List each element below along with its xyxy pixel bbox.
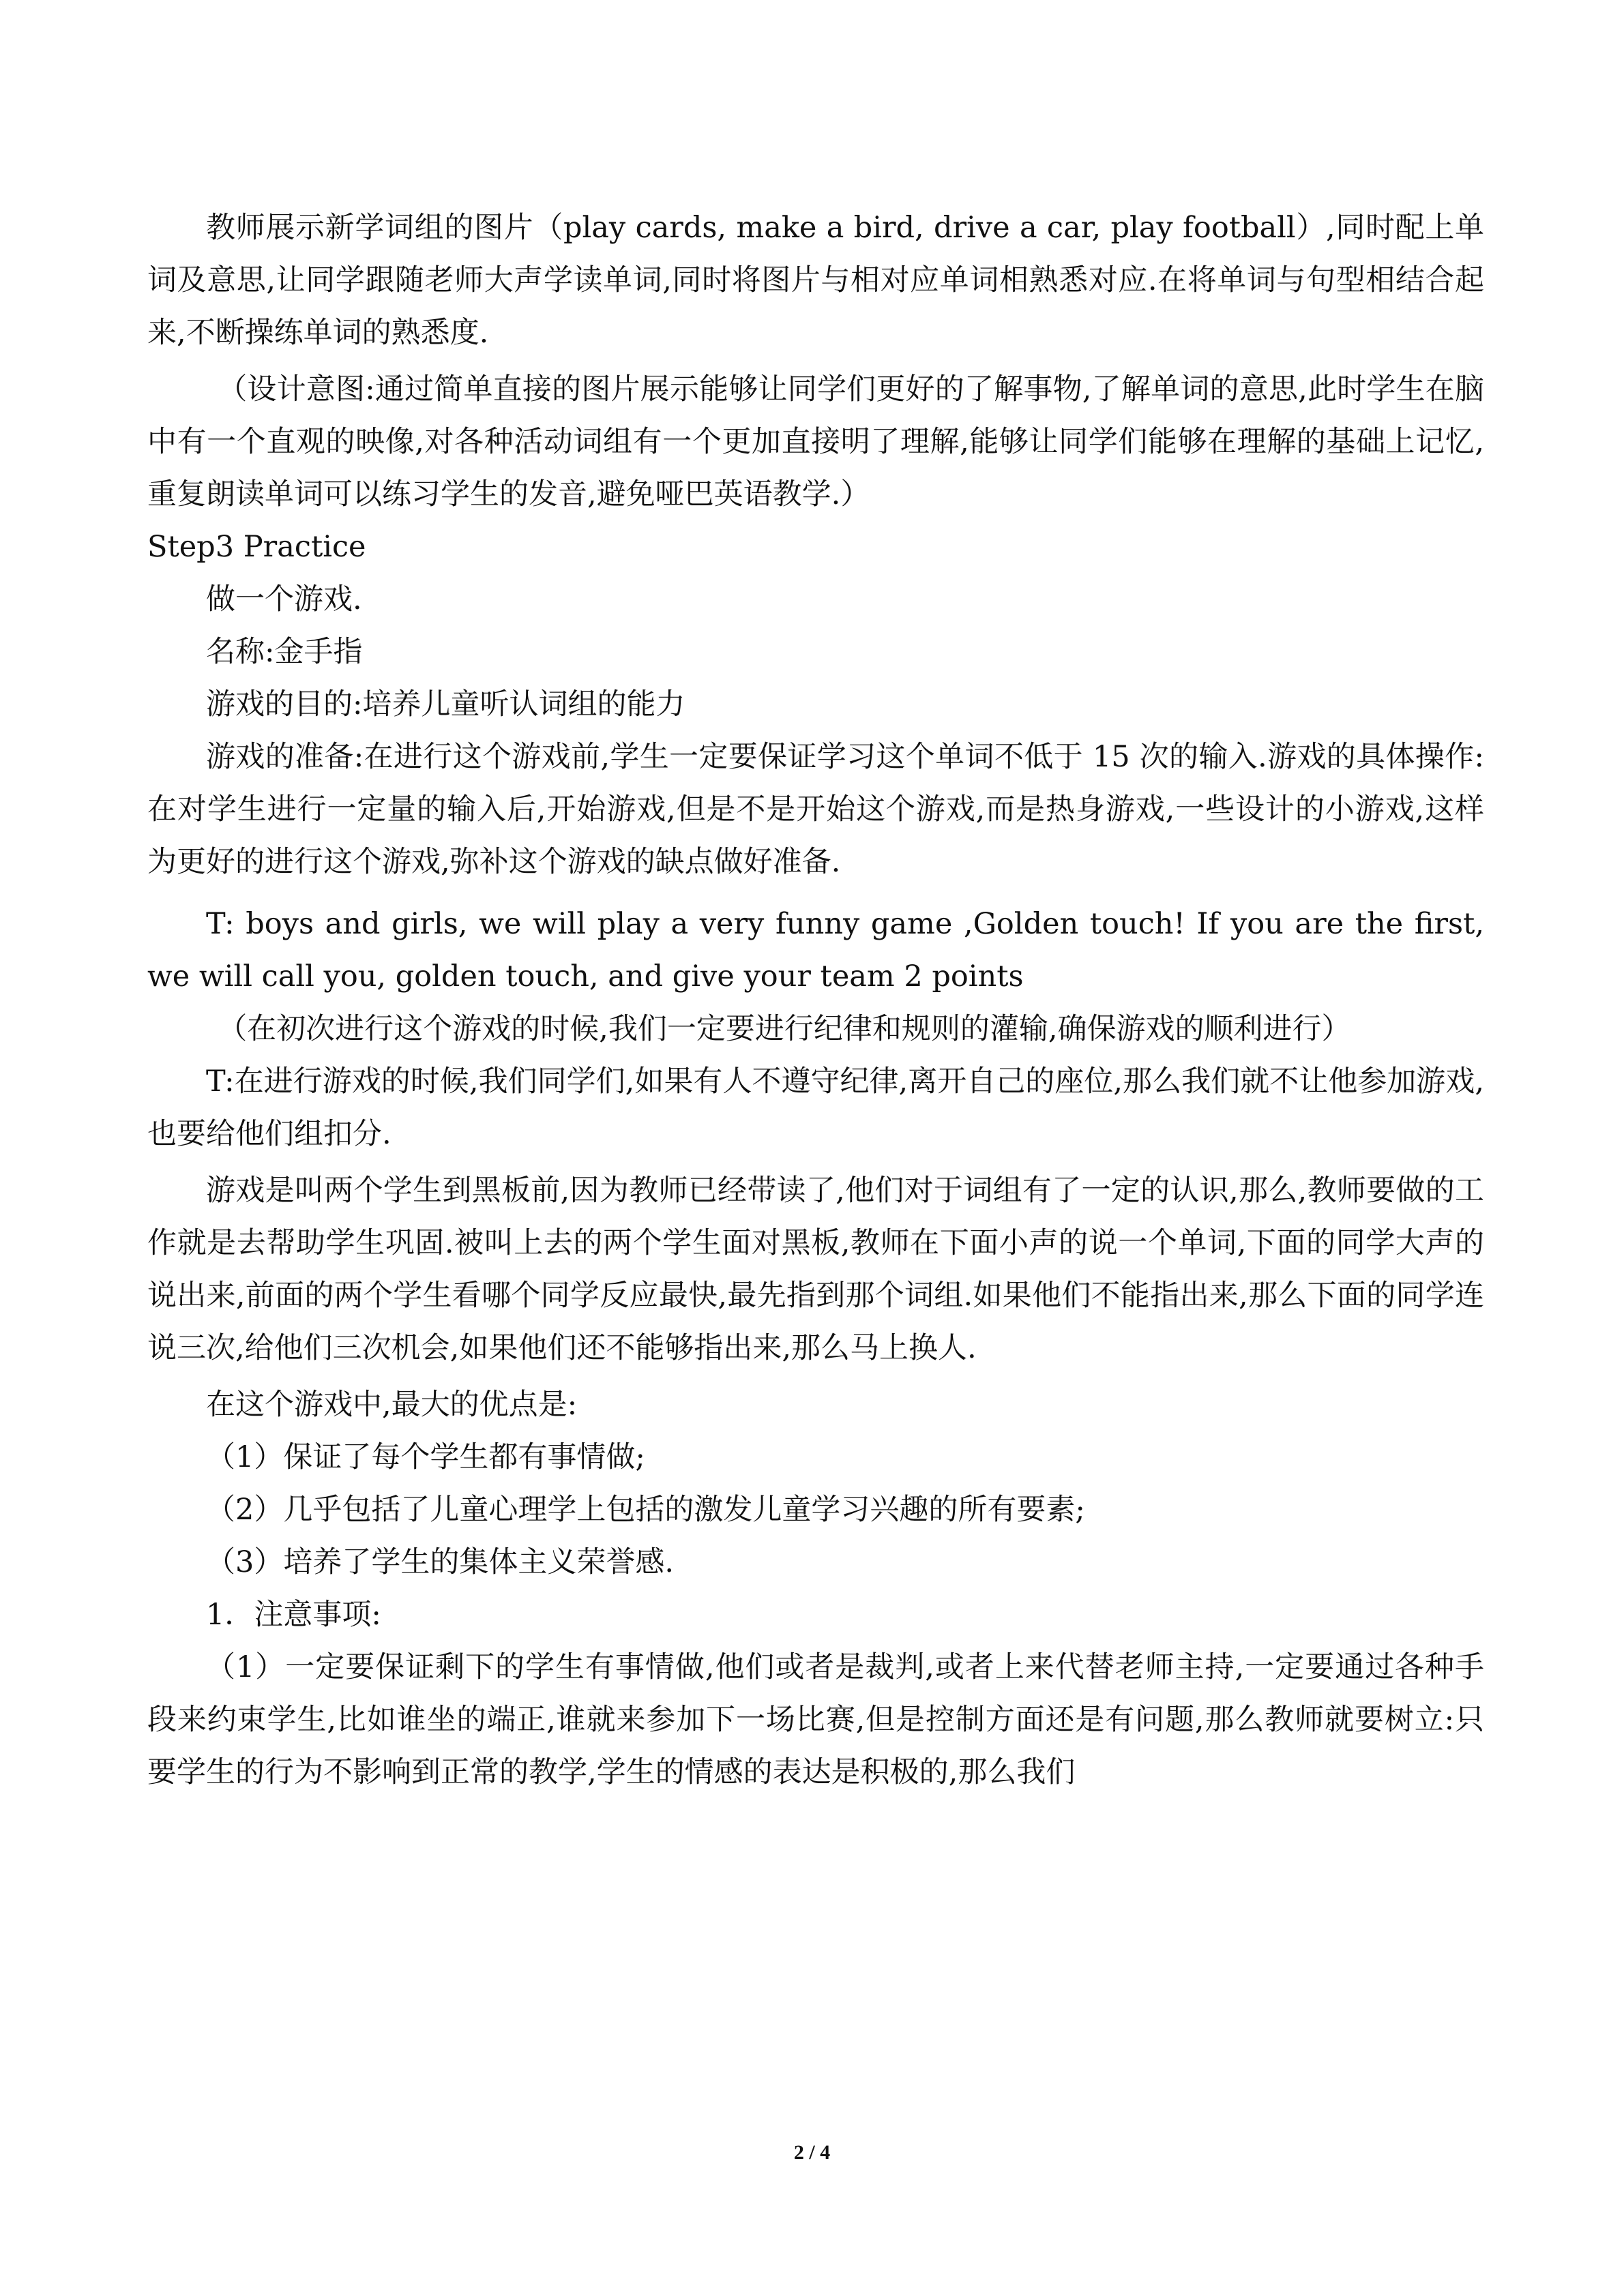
paragraph-advantages-heading: 在这个游戏中,最大的优点是:	[206, 1388, 578, 1422]
paragraph-game-purpose: 游戏的目的:培养儿童听认词组的能力	[206, 687, 685, 721]
document-body	[147, 202, 1484, 1799]
paragraph-notes-heading: 1．注意事项:	[206, 1598, 381, 1632]
paragraph-game: 做一个游戏.	[206, 582, 362, 616]
paragraph-game-preparation: 游戏的准备:在进行这个游戏前,学生一定要保证学习这个单词不低于 15 次的输入.游戏的具体操作:在对学生进行一定量的输入后,开始游戏,但是不是开始这个游戏,而是热身游戏,一些设计的小游戏,这样为更好的进行这个游戏,弥补这个游戏的缺点做好准备.	[147, 740, 1484, 879]
list-item-advantage-1: （1）保证了每个学生都有事情做;	[206, 1440, 645, 1474]
paragraph-game-name: 名称:金手指	[206, 635, 363, 669]
paragraph-teacher-english: T: boys and girls, we will play a very funny game ,Golden touch! If you are the first, we will call you, golden touch, and give your team 2 points	[147, 907, 1484, 994]
paragraph-intro: 教师展示新学词组的图片（play cards, make a bird, drive a car, play football）,同时配上单词及意思,让同学跟随老师大声学读单词,同时将图片与相对应单词相熟悉对应.在将单词与句型相结合起来,不断操练单词的熟悉度.	[147, 211, 1484, 350]
section-heading-step3: Step3 Practice	[147, 530, 366, 564]
paragraph-design-intent: （设计意图:通过简单直接的图片展示能够让同学们更好的了解事物,了解单词的意思,此时学生在脑中有一个直观的映像,对各种活动词组有一个更加直接明了理解,能够让同学们能够在理解的基础上记忆,重复朗读单词可以练习学生的发音,避免哑巴英语教学.）	[147, 372, 1484, 511]
paragraph-discipline-note: （在初次进行这个游戏的时候,我们一定要进行纪律和规则的灌输,确保游戏的顺利进行）	[218, 1012, 1351, 1046]
list-item-note-1: （1）一定要保证剩下的学生有事情做,他们或者是裁判,或者上来代替老师主持,一定要通过各种手段来约束学生,比如谁坐的端正,谁就来参加下一场比赛,但是控制方面还是有问题,那么教师就要树立:只要学生的行为不影响到正常的教学,学生的情感的表达是积极的,那么我们	[147, 1650, 1484, 1789]
list-item-advantage-2: （2）几乎包括了儿童心理学上包括的激发儿童学习兴趣的所有要素;	[206, 1493, 1085, 1527]
paragraph-teacher-rules: T:在进行游戏的时候,我们同学们,如果有人不遵守纪律,离开自己的座位,那么我们就不让他参加游戏,也要给他们组扣分.	[147, 1064, 1484, 1151]
paragraph-game-description: 游戏是叫两个学生到黑板前,因为教师已经带读了,他们对于词组有了一定的认识,那么,教师要做的工作就是去帮助学生巩固.被叫上去的两个学生面对黑板,教师在下面小声的说一个单词,下面的同学大声的说出来,前面的两个学生看哪个同学反应最快,最先指到那个词组.如果他们不能指出来,那么下面的同学连说三次,给他们三次机会,如果他们还不能够指出来,那么马上换人.	[147, 1174, 1484, 1365]
page-number: 2 / 4	[793, 2141, 831, 2164]
list-item-advantage-3: （3）培养了学生的集体主义荣誉感.	[206, 1545, 675, 1579]
